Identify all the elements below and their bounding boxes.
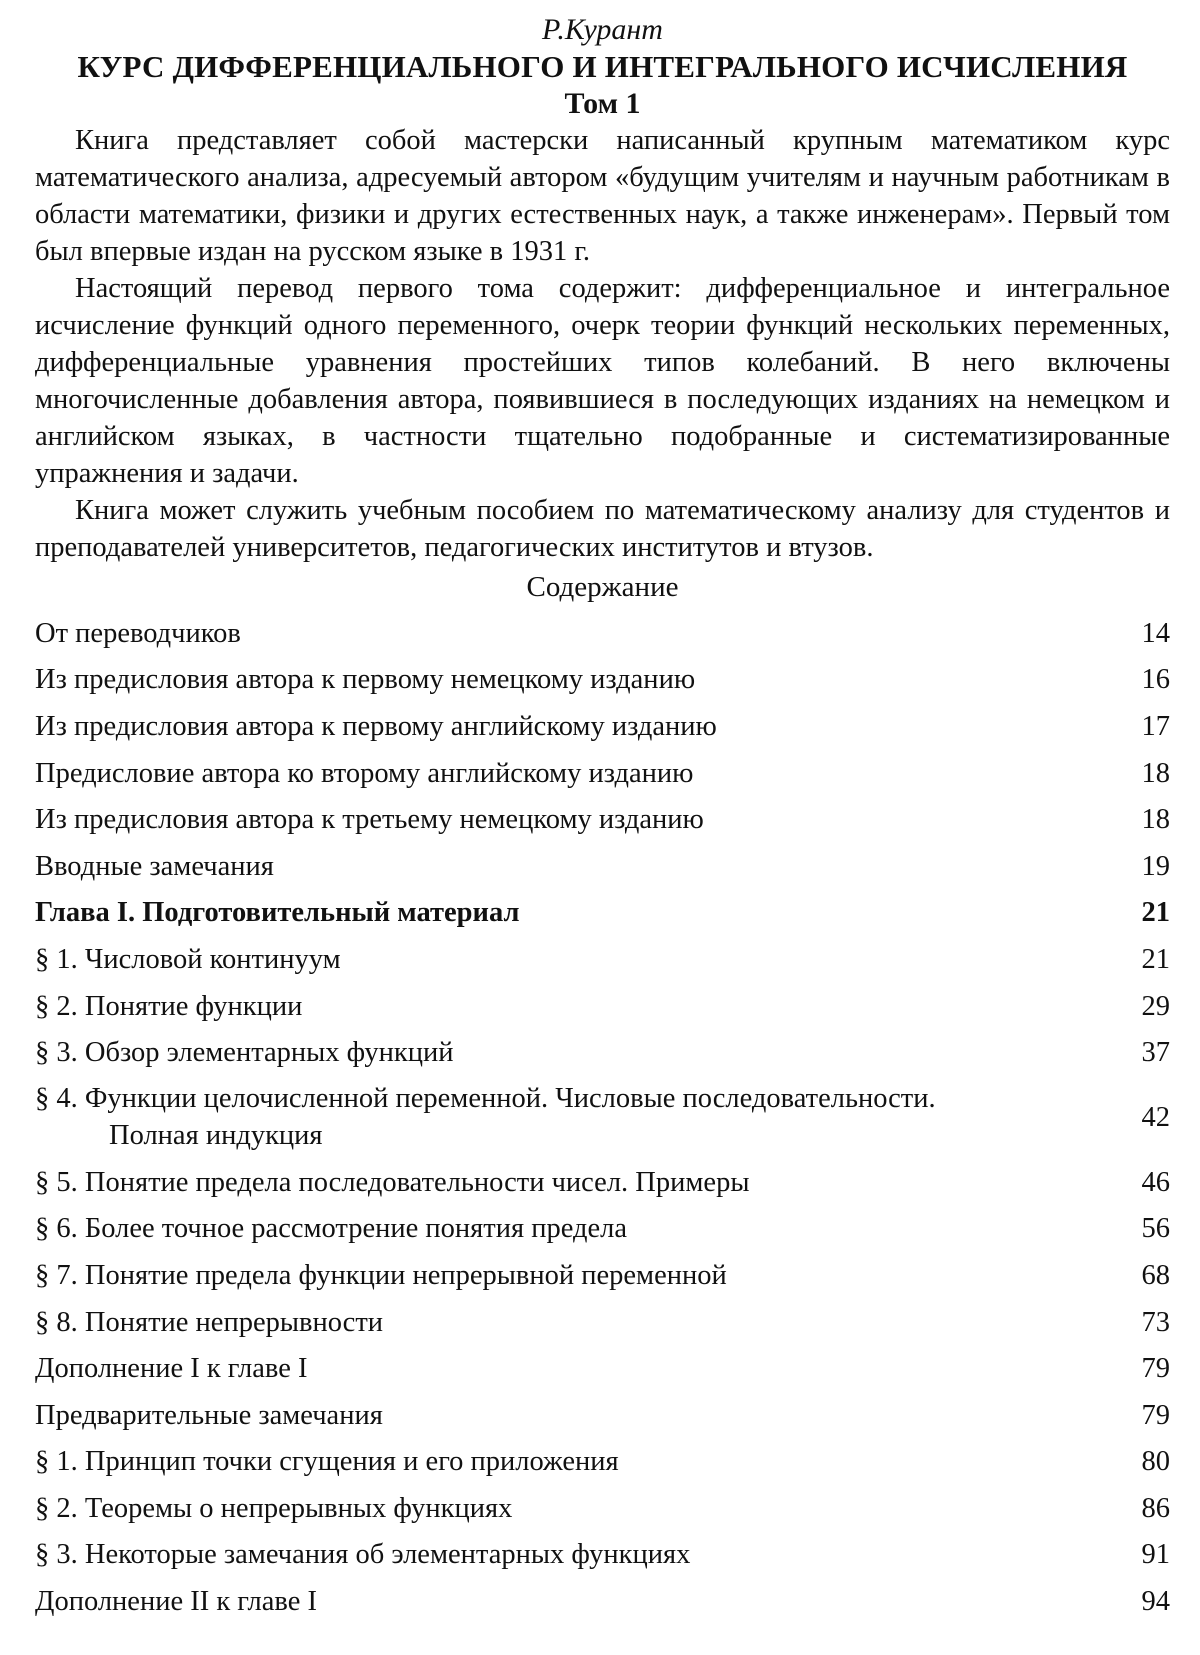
toc-entry [35, 1029, 1170, 1076]
toc-entry [35, 750, 1170, 797]
toc-entry-page: 79 [1141, 1353, 1170, 1385]
toc-entry-title-line: § 4. Функции целочисленной переменной. Числовые последовательности. [35, 1083, 936, 1115]
toc-entry [35, 1076, 1170, 1159]
abstract-paragraph: Настоящий перевод первого тома содержит: дифференциальное и интегральное исчисление функций одного переменного, очерк теории функций нескольких переменных, дифференциальные уравнения простейших типов колебаний. В него включены многочисленные добавления автора, появившиеся в последующих изданиях на немецком и английском языках, в частности тщательно подобранные и систематизированные упражнения и задачи. [35, 273, 1170, 489]
toc-entry-title: § 5. Понятие предела последовательности чисел. Примеры [35, 1166, 750, 1198]
toc-entry-page: 80 [1141, 1446, 1170, 1478]
toc-entry-page: 94 [1141, 1586, 1170, 1618]
abstract-paragraph: Книга представляет собой мастерски написанный крупным математиком курс математического анализа, адресуемый автором «будущим учителям и научным работникам в области математики, физики и других естественных наук, а также инженерам». Первый том был впервые издан на русском языке в 1931 г. [35, 125, 1170, 267]
toc-entry [35, 1485, 1170, 1532]
toc-entry-title: Из предисловия автора к первому английскому изданию [35, 710, 717, 742]
toc-entry-title: Дополнение I к главе I [35, 1353, 308, 1385]
toc-chapter-entry [35, 890, 1170, 937]
abstract [35, 122, 1170, 566]
toc-entry [35, 1206, 1170, 1253]
toc-entry-title: § 6. Более точное рассмотрение понятия предела [35, 1213, 628, 1245]
toc-entry [35, 983, 1170, 1030]
toc-entry-page: 86 [1141, 1492, 1170, 1524]
toc-entry-page: 21 [1141, 943, 1170, 975]
toc-entry-title: § 3. Обзор элементарных функций [35, 1037, 454, 1069]
toc-entry-page: 37 [1141, 1037, 1170, 1069]
toc-entry-page: 21 [1141, 897, 1170, 929]
toc-entry-title [35, 1080, 1110, 1154]
book-title: КУРС ДИФФЕРЕНЦИАЛЬНОГО И ИНТЕГРАЛЬНОГО ИСЧИСЛЕНИЯ [77, 49, 1128, 84]
toc-entry-title: § 8. Понятие непрерывности [35, 1306, 384, 1338]
toc-entry [35, 936, 1170, 983]
toc-entry-page: 73 [1141, 1306, 1170, 1338]
toc-entry-page: 42 [1141, 1101, 1170, 1133]
toc-entry [35, 1252, 1170, 1299]
toc-entry-page: 56 [1141, 1213, 1170, 1245]
volume-label: Том 1 [564, 87, 641, 120]
toc-entry-title: § 2. Понятие функции [35, 990, 303, 1022]
toc-entry-title: Предварительные замечания [35, 1399, 383, 1431]
toc-entry [35, 1392, 1170, 1439]
toc-entry [35, 610, 1170, 657]
toc-entry-title: § 3. Некоторые замечания об элементарных функциях [35, 1539, 691, 1571]
toc-entry [35, 1439, 1170, 1486]
toc-entry-page: 18 [1141, 757, 1170, 789]
toc-entry-title: От переводчиков [35, 617, 241, 649]
toc-entry-page: 91 [1141, 1539, 1170, 1571]
toc-entry-page: 79 [1141, 1399, 1170, 1431]
toc-entry-title: § 7. Понятие предела функции непрерывной переменной [35, 1259, 727, 1291]
toc-entry-title: § 2. Теоремы о непрерывных функциях [35, 1492, 513, 1524]
toc-entry-title: § 1. Принцип точки сгущения и его приложения [35, 1446, 619, 1478]
toc-entry-title: Глава I. Подготовительный материал [35, 897, 520, 929]
table-of-contents [35, 610, 1170, 1625]
toc-entry [35, 1578, 1170, 1625]
toc-entry-page: 68 [1141, 1259, 1170, 1291]
toc-entry-page: 16 [1141, 664, 1170, 696]
toc-entry [35, 657, 1170, 704]
toc-entry-title: Из предисловия автора к третьему немецкому изданию [35, 804, 704, 836]
toc-entry-title: Предисловие автора ко второму английскому изданию [35, 757, 694, 789]
contents-heading: Содержание [526, 571, 679, 603]
toc-entry [35, 1159, 1170, 1206]
author-name: Р.Курант [542, 13, 663, 46]
toc-entry-title: § 1. Числовой континуум [35, 943, 341, 975]
toc-entry [35, 843, 1170, 890]
abstract-paragraph: Книга может служить учебным пособием по математическому анализу для студентов и преподавателей университетов, педагогических институтов и втузов. [35, 495, 1170, 563]
toc-entry [35, 1299, 1170, 1346]
toc-entry [35, 1345, 1170, 1392]
toc-entry-page: 14 [1141, 617, 1170, 649]
toc-entry [35, 703, 1170, 750]
toc-entry-page: 46 [1141, 1166, 1170, 1198]
toc-entry-page: 18 [1141, 804, 1170, 836]
toc-entry-title: Из предисловия автора к первому немецкому изданию [35, 664, 696, 696]
toc-entry-page: 19 [1141, 850, 1170, 882]
toc-entry [35, 1532, 1170, 1579]
toc-entry-title-continuation: Полная индукция [109, 1120, 323, 1152]
toc-entry-title: Дополнение II к главе I [35, 1586, 317, 1618]
toc-entry-page: 29 [1141, 990, 1170, 1022]
toc-entry-title: Вводные замечания [35, 850, 274, 882]
toc-entry-page: 17 [1141, 710, 1170, 742]
toc-entry [35, 796, 1170, 843]
